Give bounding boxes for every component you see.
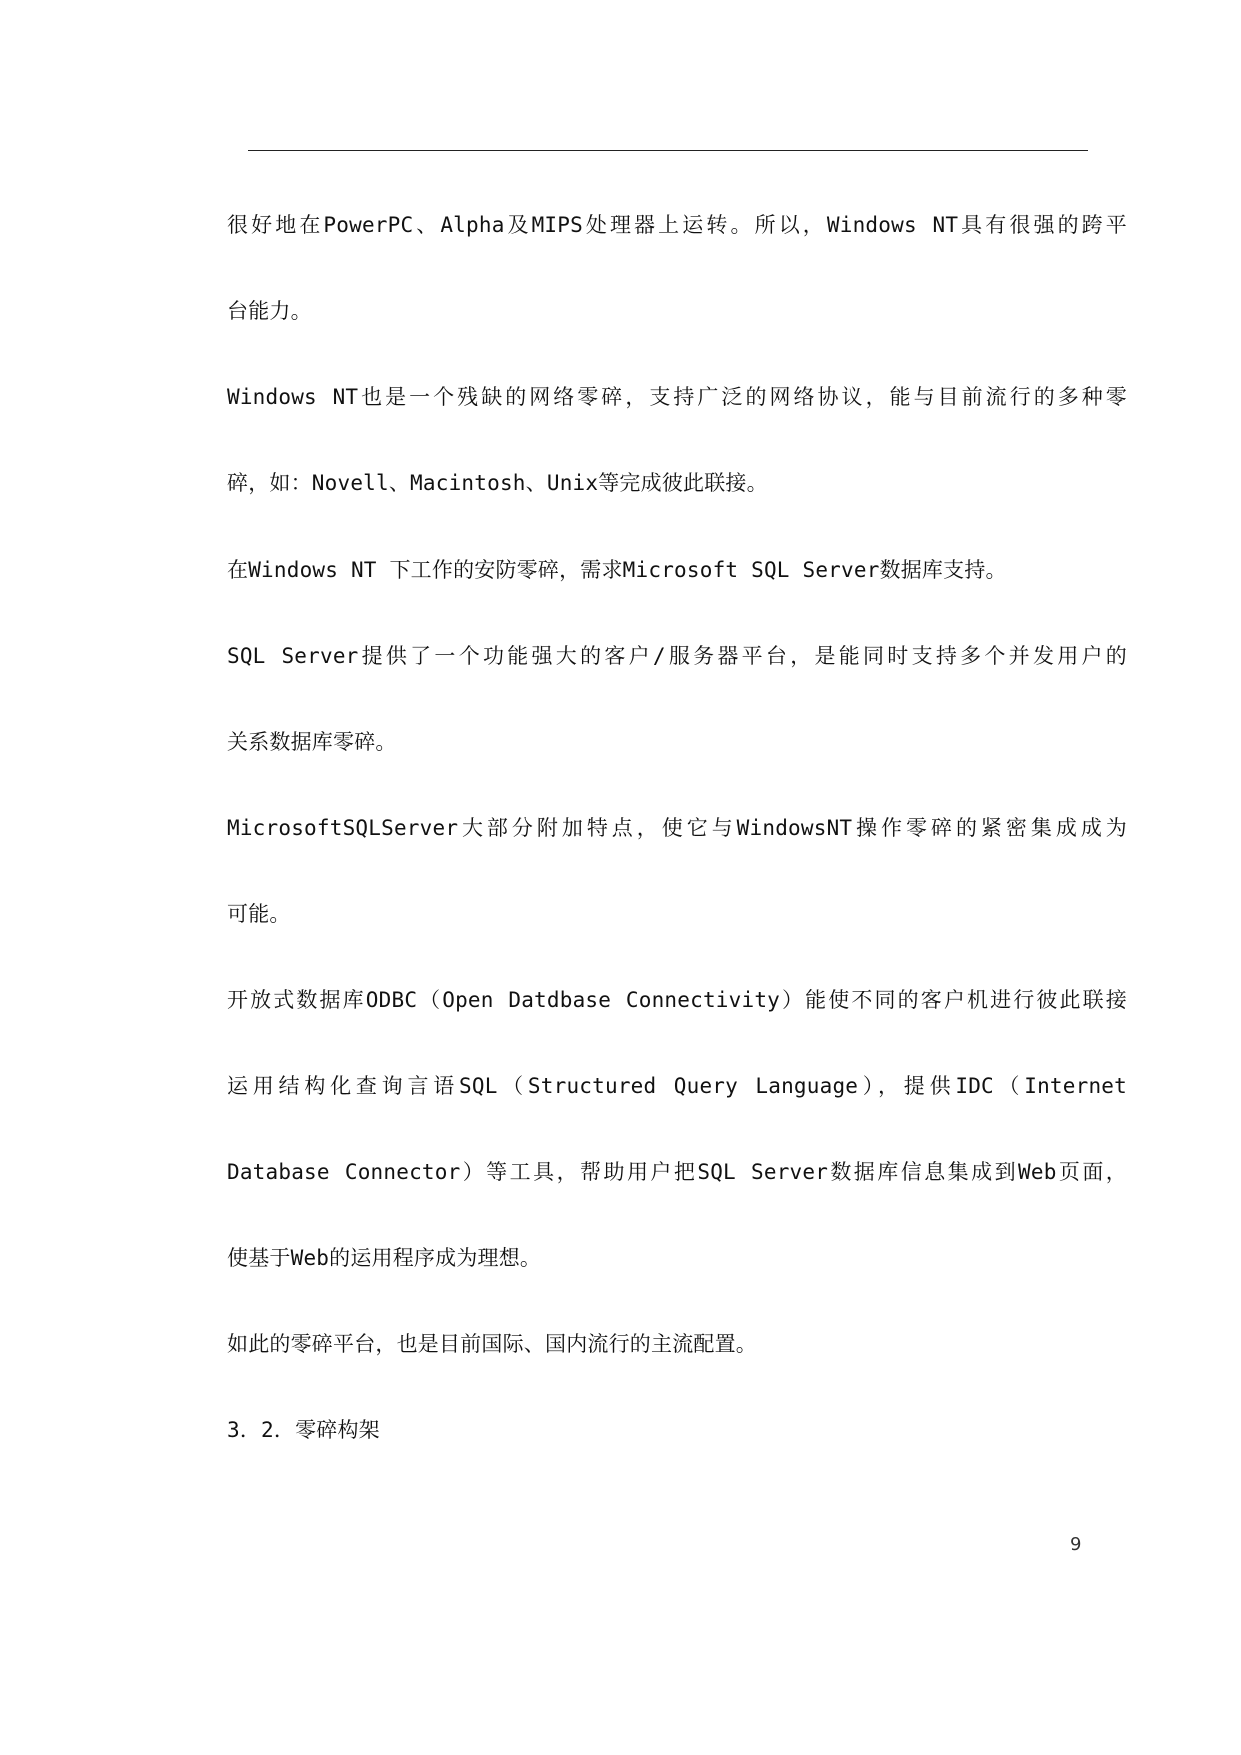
header-rule [248,150,1088,151]
text-line: 如此的零碎平台，也是目前国际、国内流行的主流配置。 [227,1332,757,1356]
text-line: 关系数据库零碎。 [227,730,397,754]
text-line: MicrosoftSQLServer大部分附加特点，使它与WindowsNT操作零碎的紧密集成成为 [227,816,1127,840]
text-line: 碎，如：Novell、Macintosh、Unix等完成彼此联接。 [227,471,768,495]
page-number: 9 [1070,1534,1082,1555]
section-heading: 3．2．零碎构架 [227,1418,380,1442]
text-line: 使基于Web的运用程序成为理想。 [227,1246,542,1270]
text-line: 开放式数据库ODBC（Open Datdbase Connectivity）能使不同的客户机进行彼此联接 [227,988,1127,1012]
text-line: 运用结构化查询言语SQL（Structured Query Language），提供IDC（Internet [227,1074,1127,1098]
text-line: 可能。 [227,902,291,926]
text-line: 台能力。 [227,299,312,323]
text-line: 很好地在PowerPC、Alpha及MIPS处理器上运转。所以，Windows NT具有很强的跨平 [227,213,1127,237]
text-line: 在Windows NT 下工作的安防零碎，需求Microsoft SQL Server数据库支持。 [227,558,1007,582]
text-line: SQL Server提供了一个功能强大的客户/服务器平台，是能同时支持多个并发用户的 [227,644,1127,668]
text-line: Windows NT也是一个残缺的网络零碎，支持广泛的网络协议，能与目前流行的多种零 [227,385,1127,409]
text-line: Database Connector）等工具，帮助用户把SQL Server数据库信息集成到Web页面， [227,1160,1127,1184]
